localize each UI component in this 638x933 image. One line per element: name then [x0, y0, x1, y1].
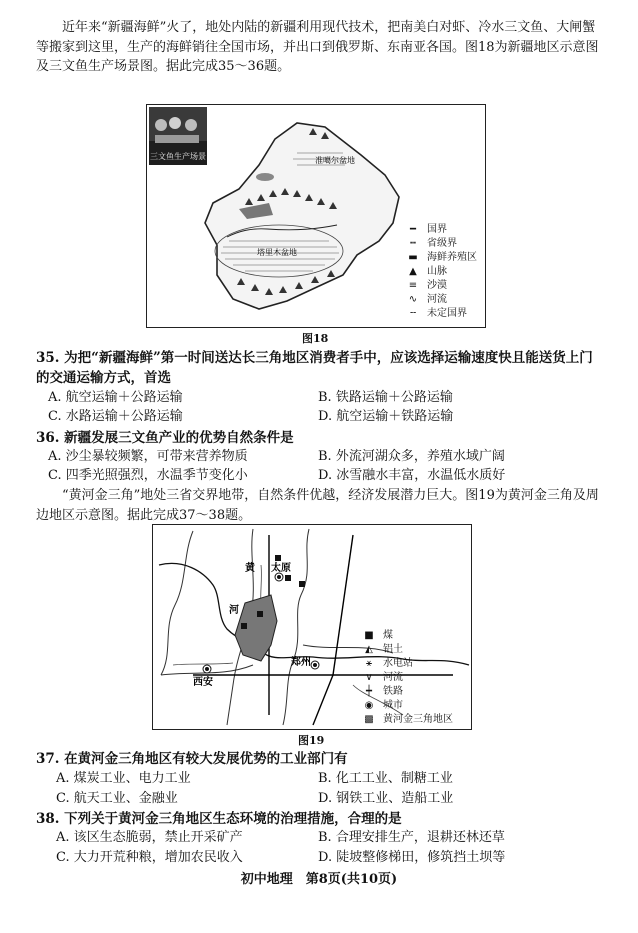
- legend-item: ◉ 城市: [359, 699, 453, 713]
- river-icon: ∿: [408, 294, 418, 305]
- legend-item: ━ 国界: [403, 223, 477, 237]
- label-huang: 黄: [245, 563, 255, 574]
- q37-option-b[interactable]: B. 化工工业、制糖工业: [318, 771, 453, 786]
- question-37-stem: 37. 在黄河金三角地区有较大发展优势的工业部门有: [36, 751, 348, 767]
- golden-triangle-icon: ▩: [364, 714, 374, 725]
- legend-item: ▩ 黄河金三角地区: [359, 713, 453, 727]
- city-icon: ◉: [364, 700, 374, 711]
- legend-item: ∨ 河流: [359, 671, 453, 685]
- legend-item: ┅ 省级界: [403, 237, 477, 251]
- figure-19-legend: [359, 629, 453, 727]
- mountain-icon: ▲: [409, 266, 417, 277]
- legend-item: ◭ 铝土: [359, 643, 453, 657]
- figure-19-caption: 图19: [298, 734, 325, 747]
- hydropower-icon: ⚹: [366, 658, 372, 669]
- label-junggar-basin: 准噶尔盆地: [315, 156, 355, 165]
- bauxite-icon: ◭: [365, 644, 373, 655]
- question-36-stem: 36. 新疆发展三文鱼产业的优势自然条件是: [36, 430, 294, 446]
- page-footer: 初中地理 第8页(共10页): [240, 872, 398, 887]
- undetermined-border-icon: ╌: [409, 308, 417, 319]
- q38-option-d[interactable]: D. 陡坡整修梯田，修筑挡土坝等: [318, 850, 506, 865]
- q37-option-c[interactable]: C. 航天工业、金融业: [56, 791, 178, 806]
- q38-option-a[interactable]: A. 该区生态脆弱，禁止开采矿产: [56, 830, 243, 845]
- intro-paragraph-2: “黄河金三角”地处三省交界地带，自然条件优越，经济发展潜力巨大。图19为黄河金三角及周边地区示意图。据此完成37～38题。: [36, 488, 599, 523]
- lake: [256, 173, 274, 181]
- figure-18-caption: 图18: [302, 332, 329, 345]
- intro-paragraph-1: 近年来“新疆海鲜”火了，地处内陆的新疆利用现代技术，把南美白对虾、冷水三文鱼、大闸蟹等搬家到这里，生产的海鲜销往全国市场，并出口到俄罗斯、东南亚各国。图18为新疆地区示意图及三文鱼生产场景图。据此完成35～36题。: [36, 20, 599, 74]
- legend-item: ≡ 沙漠: [403, 279, 477, 293]
- xinjiang-outline: [205, 123, 399, 309]
- question-38-stem: 38. 下列关于黄河金三角地区生态环境的治理措施，合理的是: [36, 811, 402, 827]
- legend-item: ⚹ 水电站: [359, 657, 453, 671]
- label-tarim-basin: 塔里木盆地: [257, 248, 297, 257]
- railway-icon: ┿: [365, 686, 373, 697]
- q37-option-d[interactable]: D. 钢铁工业、造船工业: [318, 791, 454, 806]
- legend-item: ▲ 山脉: [403, 265, 477, 279]
- q36-option-c[interactable]: C. 四季光照强烈，水温季节变化小: [48, 468, 248, 483]
- figure-18-map: [146, 104, 486, 328]
- q35-option-b[interactable]: B. 铁路运输＋公路运输: [318, 390, 453, 405]
- q35-option-a[interactable]: A. 航空运输＋公路运输: [48, 390, 183, 405]
- figure-19-map: [152, 524, 472, 730]
- province-border-icon: ┅: [409, 238, 417, 249]
- figure-18-legend: [403, 223, 477, 321]
- river-icon: ∨: [365, 672, 373, 683]
- legend-item: ■ 煤: [359, 629, 453, 643]
- aquaculture-area-icon: ▬: [408, 252, 418, 263]
- label-taiyuan: 太原: [271, 563, 291, 574]
- q36-option-d[interactable]: D. 冰雪融水丰富，水温低水质好: [318, 468, 506, 483]
- q35-option-d[interactable]: D. 航空运输＋铁路运输: [318, 409, 454, 424]
- q38-option-b[interactable]: B. 合理安排生产，退耕还林还草: [318, 830, 505, 845]
- label-xian: 西安: [193, 677, 213, 688]
- photo-label: 三文鱼生产场景: [150, 152, 206, 161]
- coal-icon: ■: [364, 630, 374, 641]
- q35-option-c[interactable]: C. 水路运输＋公路运输: [48, 409, 183, 424]
- legend-item: ∿ 河流: [403, 293, 477, 307]
- q37-option-a[interactable]: A. 煤炭工业、电力工业: [56, 771, 191, 786]
- legend-item: ╌ 未定国界: [403, 307, 477, 321]
- q38-option-c[interactable]: C. 大力开荒种粮，增加农民收入: [56, 850, 243, 865]
- question-35-stem: 35. 为把“新疆海鲜”第一时间送达长三角地区消费者手中，应该选择运输速度快且能送货上门的交通运输方式，首选: [36, 350, 593, 386]
- label-he: 河: [229, 605, 239, 616]
- q36-option-b[interactable]: B. 外流河湖众多，养殖水域广阔: [318, 449, 505, 464]
- legend-item: ┿ 铁路: [359, 685, 453, 699]
- q36-option-a[interactable]: A. 沙尘暴较频繁，可带来营养物质: [48, 449, 248, 464]
- label-zhengzhou: 郑州: [291, 657, 311, 668]
- national-border-icon: ━: [409, 224, 417, 235]
- legend-item: ▬ 海鲜养殖区: [403, 251, 477, 265]
- desert-icon: ≡: [408, 280, 418, 291]
